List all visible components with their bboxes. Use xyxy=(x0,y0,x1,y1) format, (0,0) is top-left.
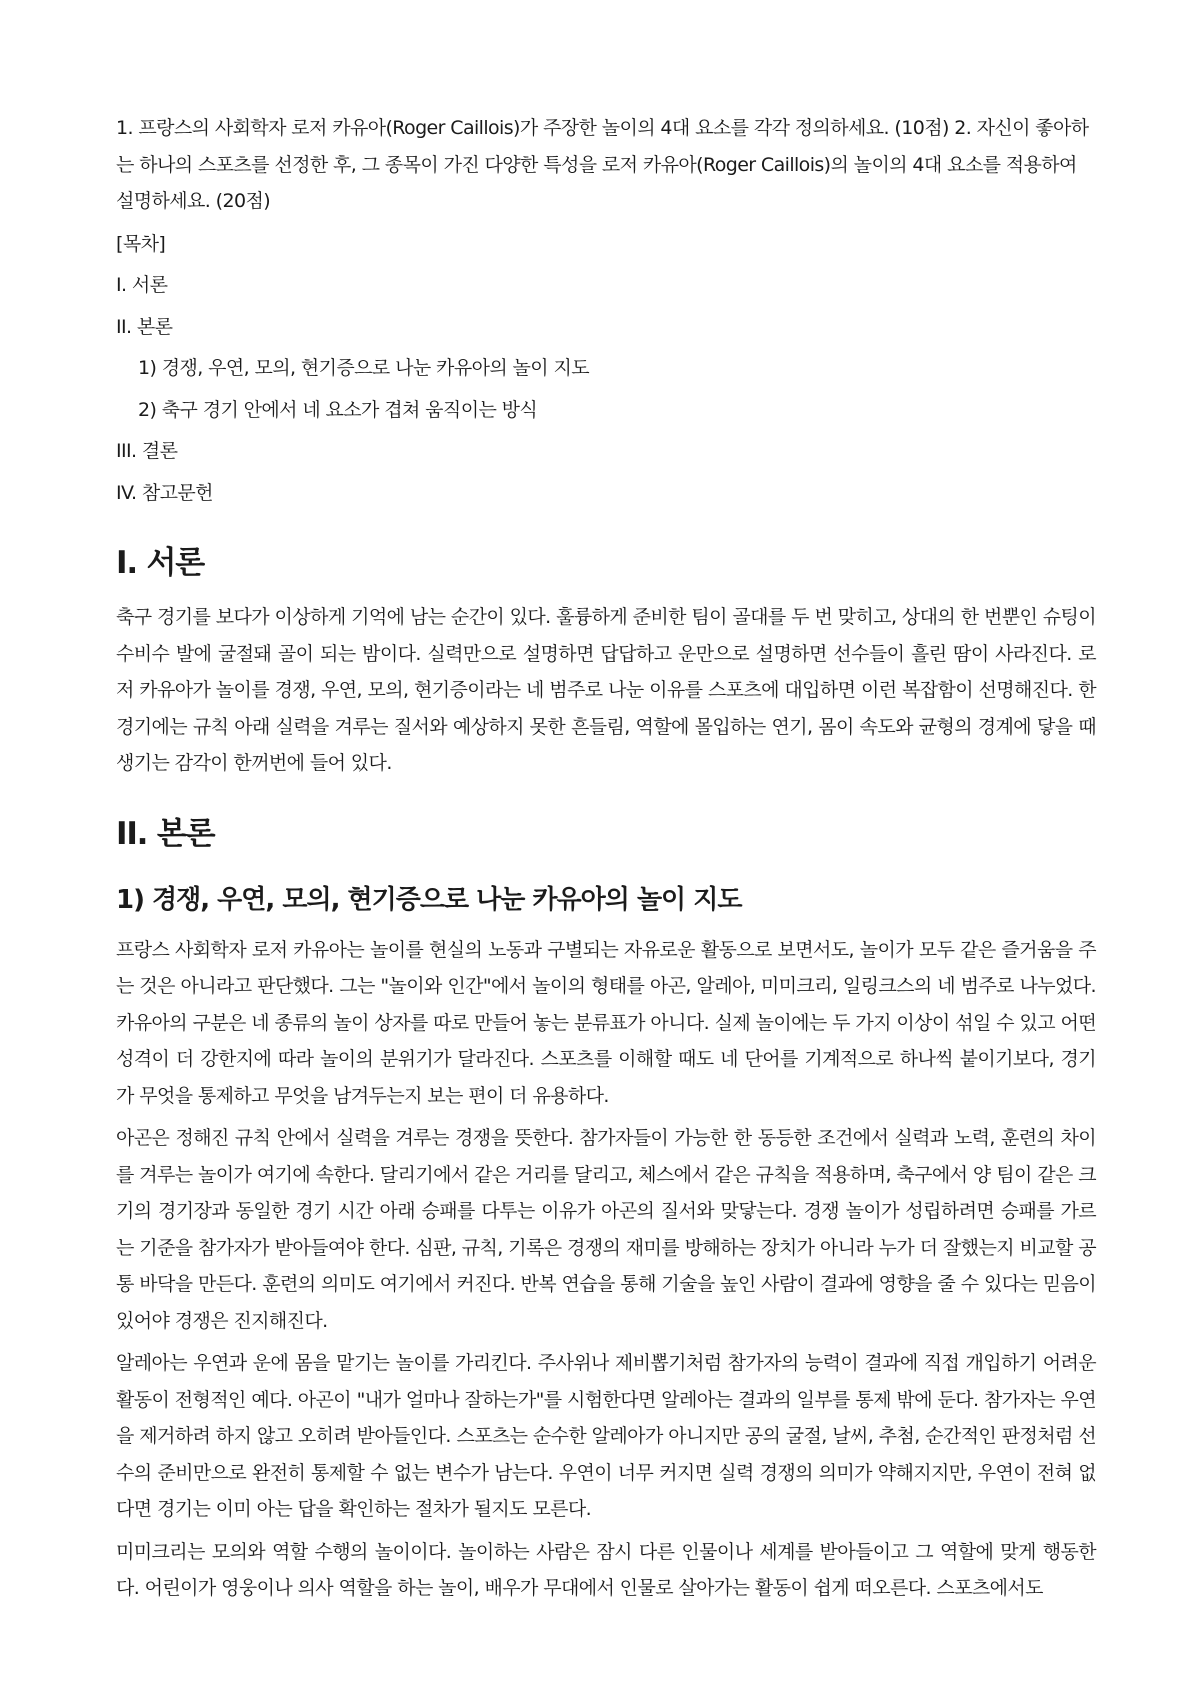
section-1-paragraph: 알레아는 우연과 운에 몸을 맡기는 놀이를 가리킨다. 주사위나 제비뽑기처럼 참가자의 능력이 결과에 직접 개입하기 어려운 활동이 전형적인 예다. 아곤이 "내가 얼마나 잘하는가"를 시험한다면 알레아는 결과의 일부를 통제 밖에 둔다. 참가자는 우연을 제거하려 하지 않고 오히려 받아들인다. 스포츠는 순수한 알레아가 아니지만 공의 굴절, 날씨, 추첨, 순간적인 판정처럼 선수의 준비만으로 완전히 통제할 수 없는 변수가 남는다. 우연이 너무 커지면 실력 경쟁의 의미가 약해지지만, 우연이 전혀 없다면 경기는 이미 아는 답을 확인하는 절차가 될지도 모른다. xyxy=(116,1352,1096,1520)
toc-item-references: IV. 참고문헌 xyxy=(116,481,213,504)
toc-item-body-section-1: 1) 경쟁, 우연, 모의, 현기증으로 나눈 카유아의 놀이 지도 xyxy=(138,357,589,379)
section-1-paragraph: 프랑스 사회학자 로저 카유아는 놀이를 현실의 노동과 구별되는 자유로운 활동으로 보면서도, 놀이가 모두 같은 즐거움을 주는 것은 아니라고 판단했다. 그는 "놀이와 인간"에서 놀이의 형태를 아곤, 알레아, 미미크리, 일링크스의 네 범주로 나누었다. 카유아의 구분은 네 종류의 놀이 상자를 따로 만들어 놓는 분류표가 아니다. 실제 놀이에는 두 가지 이상이 섞일 수 있고 어떤 성격이 더 강한지에 따라 놀이의 분위기가 달라진다. 스포츠를 이해할 때도 네 단어를 기계적으로 하나씩 붙이기보다, 경기가 무엇을 통제하고 무엇을 남겨두는지 보는 편이 더 유용하다. xyxy=(116,938,1096,1107)
assignment-question: 1. 프랑스의 사회학자 로저 카유아(Roger Caillois)가 주장한 놀이의 4대 요소를 각각 정의하세요. (10점) 2. 자신이 좋아하는 하나의 스포츠를 선정한 후, 그 종목이 가진 다양한 특성을 로저 카유아(Roger Caillois)의 놀이의 4대 요소를 적용하여 설명하세요. (20점) xyxy=(116,117,1089,212)
section-1-paragraph: 아곤은 정해진 규칙 안에서 실력을 겨루는 경쟁을 뜻한다. 참가자들이 가능한 한 동등한 조건에서 실력과 노력, 훈련의 차이를 겨루는 놀이가 여기에 속한다. 달리기에서 같은 거리를 달리고, 체스에서 같은 규칙을 적용하며, 축구에서 양 팀이 같은 크기의 경기장과 동일한 경기 시간 아래 승패를 다투는 이유가 아곤의 질서와 맞닿는다. 경쟁 놀이가 성립하려면 승패를 가르는 기준을 참가자가 받아들여야 한다. 심판, 규칙, 기록은 경쟁의 재미를 방해하는 장치가 아니라 누가 더 잘했는지 비교할 공통 바닥을 만든다. 훈련의 의미도 여기에서 커진다. 반복 연습을 통해 기술을 높인 사람이 결과에 영향을 줄 수 있다는 믿음이 있어야 경쟁은 진지해진다. xyxy=(116,1127,1096,1332)
introduction-heading: I. 서론 xyxy=(116,545,204,581)
toc-item-body-section-2: 2) 축구 경기 안에서 네 요소가 겹쳐 움직이는 방식 xyxy=(138,398,538,421)
toc-item-conclusion: III. 결론 xyxy=(116,440,178,462)
section-1-paragraph: 미미크리는 모의와 역할 수행의 놀이이다. 놀이하는 사람은 잠시 다른 인물이나 세계를 받아들이고 그 역할에 맞게 행동한다. 어린이가 영웅이나 의사 역할을 하는 놀이, 배우가 무대에서 인물로 살아가는 활동이 쉽게 떠오른다. 스포츠에서도 xyxy=(116,1540,1096,1599)
body-heading: II. 본론 xyxy=(116,815,215,852)
toc-item-body: II. 본론 xyxy=(116,315,173,338)
toc-item-introduction: I. 서론 xyxy=(116,274,168,296)
introduction-paragraph: 축구 경기를 보다가 이상하게 기억에 남는 순간이 있다. 훌륭하게 준비한 팀이 골대를 두 번 맞히고, 상대의 한 번뿐인 슈팅이 수비수 발에 굴절돼 골이 되는 밤이다. 실력만으로 설명하면 답답하고 운만으로 설명하면 선수들이 흘린 땀이 사라진다. 로저 카유아가 놀이를 경쟁, 우연, 모의, 현기증이라는 네 범주로 나눈 이유를 스포츠에 대입하면 이런 복잡함이 선명해진다. 한 경기에는 규칙 아래 실력을 겨루는 질서와 예상하지 못한 흔들림, 역할에 몰입하는 연기, 몸이 속도와 균형의 경계에 닿을 때 생기는 감각이 한꺼번에 들어 있다. xyxy=(116,606,1096,774)
section-1-heading: 1) 경쟁, 우연, 모의, 현기증으로 나눈 카유아의 놀이 지도 xyxy=(116,884,742,915)
toc-heading: [목차] xyxy=(116,232,166,255)
table-of-contents xyxy=(116,226,1096,512)
